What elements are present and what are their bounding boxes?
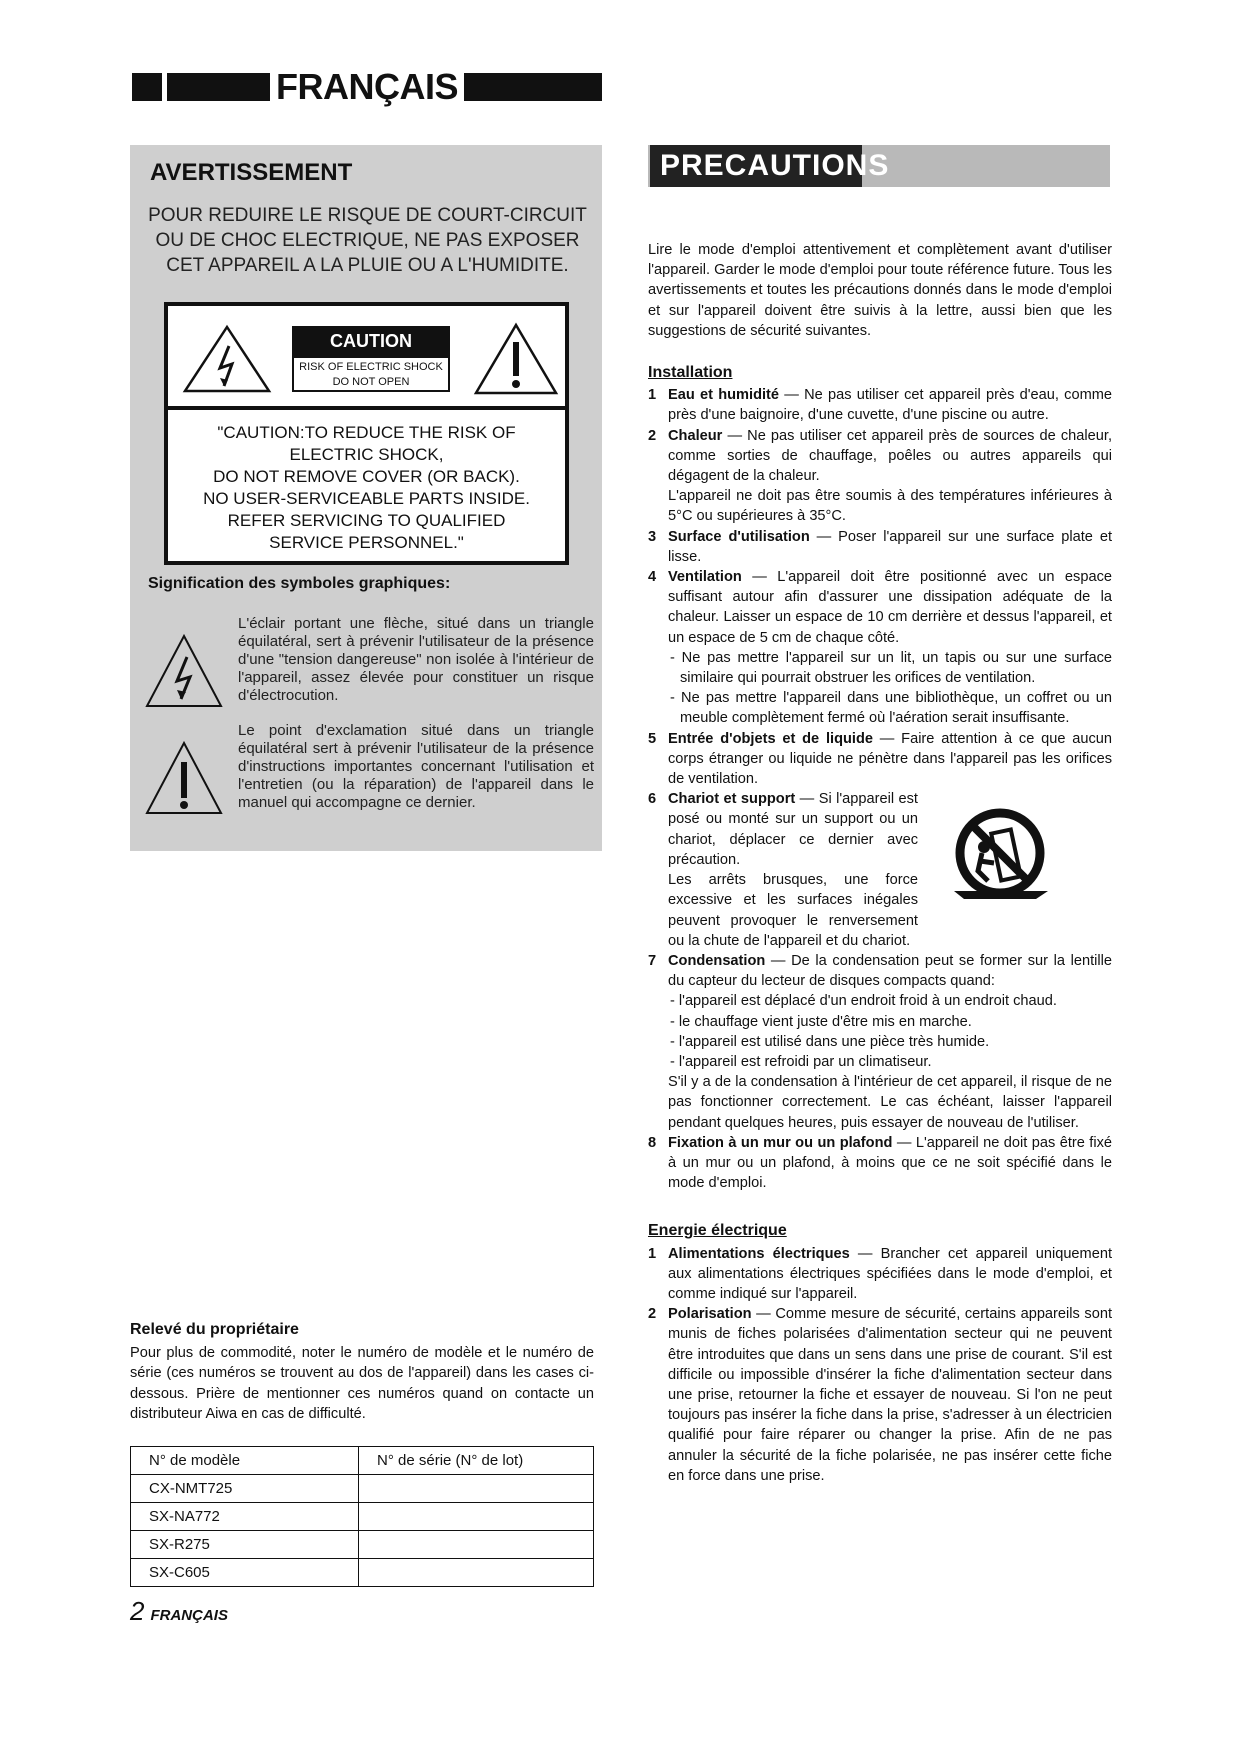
- list-item: [648, 789, 1112, 951]
- item-text: — De la condensation peut se former sur la lentille du capteur du lecteur de disques compacts quand:: [668, 952, 1112, 990]
- page-footer: [130, 1596, 228, 1627]
- item-extra: L'appareil ne doit pas être soumis à des températures inférieures à 5°C ou supérieures à 35°C.: [668, 488, 1112, 525]
- item-sub: - l'appareil est refroidi par un climatiseur.: [670, 1053, 932, 1070]
- item-sub: - l'appareil est déplacé d'un endroit froid à un endroit chaud.: [670, 993, 1057, 1010]
- lightning-triangle-icon: [144, 633, 224, 709]
- table-row: [131, 1447, 594, 1475]
- list-item: [648, 385, 1112, 425]
- language-header: [132, 66, 602, 107]
- item-text: — L'appareil ne doit pas être fixé à un mur ou un plafond, à moins que ce ne soit spécifié dans le mode d'emploi.: [668, 1134, 1112, 1192]
- item-number: 1: [648, 387, 657, 404]
- warning-text: [140, 203, 595, 278]
- model-table: [130, 1446, 594, 1587]
- item-number: 3: [648, 528, 657, 545]
- item-head: Ventilation: [668, 569, 742, 586]
- precautions-content: [648, 240, 1112, 1486]
- table-row: [131, 1531, 594, 1559]
- model-cell: SX-NA772: [131, 1503, 359, 1531]
- list-item: [648, 1133, 1112, 1194]
- precautions-title: PRECAUTIONS: [650, 145, 862, 187]
- caution-sub-line: RISK OF ELECTRIC SHOCK: [299, 361, 443, 373]
- item-number: 2: [648, 1306, 657, 1323]
- item-text: — Poser l'appareil sur une surface plate et lisse.: [668, 528, 1113, 565]
- item-text: — Brancher cet appareil uniquement aux alimentations électriques spécifiées dans le mode d'emploi, et comme indiqué sur l'appareil.: [668, 1245, 1112, 1302]
- item-sub: - Ne pas mettre l'appareil sur un lit, un tapis ou sur une surface similaire qui pourrait obstruer les orifices de ventilation.: [670, 649, 1112, 687]
- warning-line: OU DE CHOC ELECTRIQUE, NE PAS EXPOSER: [155, 230, 580, 251]
- item-text: — L'appareil doit être positionné avec un espace suffisant autour afin d'assurer une dissipation adéquate de la chaleur. Laisser un espace de 10 cm derrière et dessus l'appareil, et un espace de 5 cm de chaque côté.: [668, 569, 1112, 646]
- energy-title: Energie électrique: [648, 1222, 787, 1240]
- warning-line: CET APPAREIL A LA PLUIE OU A L'HUMIDITE.: [166, 255, 569, 276]
- caution-box: [164, 302, 569, 565]
- header-bar-left: [132, 73, 270, 101]
- item-head: Chaleur: [668, 427, 723, 444]
- list-item: [648, 951, 1112, 1133]
- table-row: [131, 1503, 594, 1531]
- owner-record: [130, 1320, 594, 1425]
- item-sub: - le chauffage vient juste d'être mis en marche.: [670, 1013, 972, 1030]
- language-title: FRANÇAIS: [276, 66, 458, 107]
- item-head: Chariot et support: [668, 791, 796, 808]
- item-head: Eau et humidité: [668, 387, 780, 404]
- item-sub: - Ne pas mettre l'appareil dans une bibliothèque, un coffret ou un meuble complètement fermé où l'aération serait insuffisante.: [670, 690, 1112, 727]
- serial-cell: [359, 1475, 594, 1503]
- item-text: — Ne pas utiliser cet appareil près d'eau, comme près d'une baignoire, d'une cuvette, d'une piscine ou autre.: [668, 387, 1113, 424]
- item-text: — Comme mesure de sécurité, certains appareils sont munis de fiches polarisées d'alimentation secteur qui ne peuvent être introduites que dans un sens dans une prise de courant. S'il est difficile ou impossible d'insérer la fiche d'alimentation secteur dans une prise, retourner la fiche et essayer de nouveau. Si l'on ne peut toujours pas insérer la fiche dans la prise, s'adresser à un électricien qualifié pour faire réparer ou changer la prise. Afin de ne pas annuler la sécurité de la fiche polarisée, ne pas insérer cette fiche en force dans une prise.: [668, 1306, 1112, 1484]
- item-extra: Les arrêts brusques, une force excessive et les surfaces inégales peuvent provoquer le renversement ou la chute de l'appareil et du chariot.: [668, 872, 918, 949]
- item-number: 6: [648, 791, 657, 808]
- caution-line: DO NOT REMOVE COVER (OR BACK).: [213, 467, 520, 486]
- caution-line: "CAUTION:TO REDUCE THE RISK OF: [217, 423, 516, 442]
- serial-cell: [359, 1531, 594, 1559]
- caution-line: ELECTRIC SHOCK,: [289, 445, 444, 464]
- caution-main-text: [168, 422, 565, 554]
- item-head: Polarisation: [668, 1306, 752, 1323]
- caution-sub-line: DO NOT OPEN: [332, 376, 410, 388]
- item-head: Entrée d'objets et de liquide: [668, 730, 873, 747]
- item-text: — Faire attention à ce que aucun corps étranger ou liquide ne pénètre dans l'appareil pas les orifices de ventilation.: [668, 730, 1112, 788]
- page-number: 2: [130, 1596, 145, 1626]
- caution-divider: [168, 406, 565, 410]
- caution-sub: [292, 356, 450, 392]
- serial-cell: [359, 1559, 594, 1587]
- item-head: Fixation à un mur ou un plafond: [668, 1134, 893, 1151]
- list-item: [648, 1304, 1112, 1486]
- owner-text: Pour plus de commodité, noter le numéro de modèle et le numéro de série (ces numéros se trouvent au dos de l'appareil) dans les cases ci-dessous. Prière de mentionner ces numéros quand on contacte un distributeur Aiwa en cas de difficulté.: [130, 1344, 594, 1423]
- list-item: [648, 527, 1112, 567]
- item-sub: - l'appareil est utilisé dans une pièce très humide.: [670, 1033, 990, 1050]
- item-head: Surface d'utilisation: [668, 528, 810, 545]
- exclamation-triangle-icon: [473, 322, 559, 396]
- symbol-exclamation-text: Le point d'exclamation situé dans un triangle équilatéral sert à prévenir l'utilisateur de la présence d'instructions importantes concernant l'utilisation et l'entretien (ou la réparation) de l'appareil dans le manuel qui accompagne ce dernier.: [238, 722, 594, 811]
- item-head: Alimentations électriques: [668, 1245, 850, 1262]
- item-number: 1: [648, 1245, 657, 1262]
- precautions-header: [648, 145, 1110, 187]
- footer-label: FRANÇAIS: [150, 1607, 228, 1624]
- installation-title: Installation: [648, 364, 733, 382]
- list-item: [648, 426, 1112, 527]
- col-model-header: N° de modèle: [131, 1447, 359, 1475]
- model-cell: SX-R275: [131, 1531, 359, 1559]
- serial-cell: [359, 1503, 594, 1531]
- item-text: — Ne pas utiliser cet appareil près de sources de chaleur, comme sorties de chauffage, poêles ou autres appareils qui dégagent de la chaleur.: [668, 427, 1112, 485]
- list-item: [648, 567, 1112, 729]
- list-item: [648, 729, 1112, 790]
- caution-line: REFER SERVICING TO QUALIFIED: [227, 511, 506, 530]
- warning-panel: [130, 145, 602, 851]
- exclamation-triangle-icon: [144, 740, 224, 816]
- item-number: 8: [648, 1134, 657, 1151]
- item-number: 5: [648, 730, 657, 747]
- item-number: 4: [648, 569, 657, 586]
- item-text: — Si l'appareil est posé ou monté sur un support ou un chariot, déplacer ce dernier avec précaution.: [668, 791, 918, 868]
- lightning-triangle-icon: [182, 324, 272, 394]
- caution-line: NO USER-SERVICEABLE PARTS INSIDE.: [203, 489, 530, 508]
- symbol-lightning-text: L'éclair portant une flèche, situé dans un triangle équilatéral, sert à prévenir l'utilisateur de la présence d'une "tension dangereuse" non isolée à l'intérieur de l'appareil, assez élevée pour constituer un risque d'électrocution.: [238, 615, 594, 704]
- caution-line: SERVICE PERSONNEL.": [269, 533, 464, 552]
- item-number: 7: [648, 952, 657, 969]
- cart-warning-icon: [948, 805, 1052, 905]
- owner-title: Relevé du propriétaire: [130, 1321, 299, 1338]
- caution-label: CAUTION: [292, 326, 450, 356]
- item-head: Condensation: [668, 952, 766, 969]
- item-number: 2: [648, 427, 657, 444]
- table-row: [131, 1475, 594, 1503]
- warning-title: AVERTISSEMENT: [150, 159, 353, 186]
- header-bar-right: [464, 73, 602, 101]
- model-cell: SX-C605: [131, 1559, 359, 1587]
- model-cell: CX-NMT725: [131, 1475, 359, 1503]
- symbols-title: Signification des symboles graphiques:: [148, 575, 451, 592]
- table-row: [131, 1559, 594, 1587]
- warning-line: POUR REDUIRE LE RISQUE DE COURT-CIRCUIT: [148, 205, 587, 226]
- item-extra: S'il y a de la condensation à l'intérieur de cet appareil, il risque de ne pas fonctionner correctement. Le cas échéant, laisser l'appareil pendant quelques heures, puis essayer de nouveau de l'utiliser.: [668, 1074, 1112, 1131]
- precautions-intro: Lire le mode d'emploi attentivement et complètement avant d'utiliser l'appareil. Garder le mode d'emploi pour toute référence future. Tous les avertissements et toutes les précautions donnés dans le mode d'emploi et sur l'appareil doivent être suivis à la lettre, aussi bien que les suggestions de sécurité suivantes.: [648, 242, 1112, 339]
- list-item: [648, 1244, 1112, 1305]
- col-serial-header: N° de série (N° de lot): [359, 1447, 594, 1475]
